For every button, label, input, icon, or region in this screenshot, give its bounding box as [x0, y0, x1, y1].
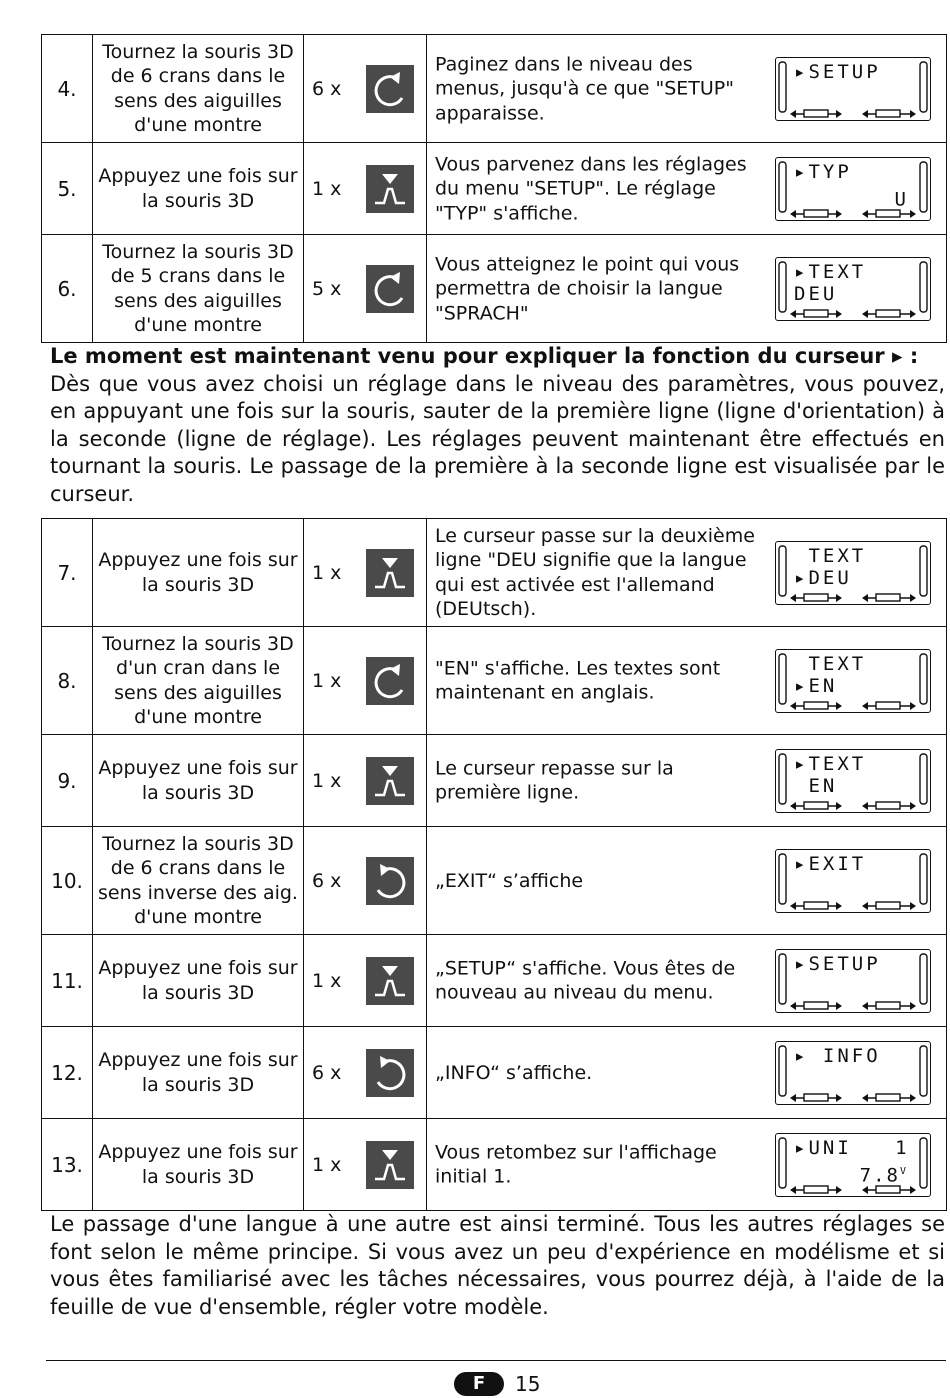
rotate-counterclockwise-icon — [366, 1049, 414, 1097]
step-action: Appuyez une fois sur la souris 3D — [93, 143, 304, 235]
step-number: 8. — [42, 627, 93, 735]
step-count: 6 x — [312, 869, 342, 892]
step-description: Paginez dans le niveau des menus, jusqu'à ce que "SETUP" apparaisse. — [435, 52, 735, 124]
step-row — [42, 1027, 947, 1119]
step-action: Tournez la souris 3D de 6 crans dans le sens inverse des aig. d'une montre — [93, 827, 304, 935]
lcd-display — [775, 541, 931, 605]
page-number: 15 — [515, 1372, 541, 1396]
lcd-display — [775, 157, 931, 221]
step-description: Vous parvenez dans les réglages du menu "SETUP". Le réglage "TYP" s'affiche. — [435, 152, 747, 224]
step-description-cell — [427, 627, 947, 735]
step-description-cell — [427, 935, 947, 1027]
step-action: Appuyez une fois sur la souris 3D — [93, 735, 304, 827]
step-action: Tournez la souris 3D de 6 crans dans le sens des aiguilles d'une montre — [93, 35, 304, 143]
lcd-value — [860, 1160, 908, 1188]
steps-table-1 — [41, 34, 947, 343]
press-button-icon — [366, 757, 414, 805]
closing-paragraph: Le passage d'une langue à une autre est ainsi terminé. Tous les autres réglages se font selon le même principe. Si vous avez un peu d'expérience en modélisme et si vous êtes familiarisé avec les tâches nécessaires, vous pourrez déjà, à l'aide de la feuille de vue d'ensemble, régler votre modèle. — [50, 1212, 945, 1319]
step-number: 10. — [42, 827, 93, 935]
lcd-display — [775, 649, 931, 713]
lcd-value-number: U — [894, 187, 908, 210]
cursor-explanation — [50, 343, 945, 508]
step-row — [42, 1119, 947, 1211]
lcd-line-1: ▸TEXT — [794, 752, 867, 775]
step-number: 11. — [42, 935, 93, 1027]
step-row — [42, 735, 947, 827]
step-count: 1 x — [312, 669, 342, 692]
lcd-line-1: ▸TYP — [794, 160, 852, 183]
rotate-clockwise-icon — [366, 657, 414, 705]
rotate-counterclockwise-icon — [366, 857, 414, 905]
step-description-cell — [427, 35, 947, 143]
lcd-value — [895, 184, 908, 212]
step-count: 6 x — [312, 1061, 342, 1084]
step-count-cell — [304, 235, 427, 343]
lcd-display — [775, 57, 931, 121]
rotate-clockwise-icon — [366, 265, 414, 313]
step-count: 1 x — [312, 769, 342, 792]
step-number: 5. — [42, 143, 93, 235]
press-button-icon — [366, 165, 414, 213]
lcd-line-2: DEU — [794, 282, 838, 305]
step-row — [42, 827, 947, 935]
step-description-cell — [427, 1119, 947, 1211]
step-description-cell — [427, 143, 947, 235]
press-button-icon — [366, 549, 414, 597]
step-count: 1 x — [312, 969, 342, 992]
lcd-display — [775, 1133, 931, 1197]
step-count-cell — [304, 827, 427, 935]
step-row — [42, 627, 947, 735]
step-description: Vous retombez sur l'affichage initial 1. — [435, 1141, 717, 1188]
lcd-display — [775, 749, 931, 813]
step-count: 1 x — [312, 561, 342, 584]
step-number: 12. — [42, 1027, 93, 1119]
step-description-cell — [427, 1027, 947, 1119]
step-number: 6. — [42, 235, 93, 343]
step-count-cell — [304, 735, 427, 827]
step-number: 13. — [42, 1119, 93, 1211]
step-row — [42, 35, 947, 143]
lcd-line-1: ▸ INFO — [794, 1044, 881, 1067]
step-count-cell — [304, 143, 427, 235]
lcd-value-number: 7.8 — [859, 1163, 900, 1186]
lcd-line-2: EN — [794, 774, 838, 797]
step-number: 4. — [42, 35, 93, 143]
lcd-value-unit: V — [899, 1165, 908, 1177]
step-count-cell — [304, 627, 427, 735]
step-description: Le curseur repasse sur la première ligne. — [435, 757, 674, 804]
step-description: "EN" s'affiche. Les textes sont maintenant en anglais. — [435, 657, 721, 704]
step-description: „INFO“ s’affiche. — [435, 1061, 593, 1084]
step-description: „SETUP“ s'affiche. Vous êtes de nouveau au niveau du menu. — [435, 957, 736, 1004]
lcd-display — [775, 1041, 931, 1105]
step-count-cell — [304, 1119, 427, 1211]
lcd-line-1: ▸SETUP — [794, 952, 881, 975]
press-button-icon — [366, 957, 414, 1005]
lcd-line-1: ▸UNI 1 — [794, 1136, 910, 1159]
lcd-line-1: ▸EXIT — [794, 852, 867, 875]
step-count: 1 x — [312, 177, 342, 200]
step-action: Appuyez une fois sur la souris 3D — [93, 935, 304, 1027]
lcd-line-1: TEXT — [794, 544, 867, 567]
lcd-line-1: ▸SETUP — [794, 60, 881, 83]
step-action: Appuyez une fois sur la souris 3D — [93, 1119, 304, 1211]
lcd-line-1: ▸TEXT — [794, 260, 867, 283]
lcd-line-2: ▸EN — [794, 674, 838, 697]
step-row — [42, 235, 947, 343]
step-count: 1 x — [312, 1153, 342, 1176]
step-row — [42, 519, 947, 627]
language-badge: F — [454, 1372, 504, 1396]
cursor-body: Dès que vous avez choisi un réglage dans le niveau des paramètres, vous pouvez, en appuyant une fois sur la souris, sauter de la première ligne (ligne d'orientation) à la seconde (ligne de réglage). Les réglages peuvent maintenant être effectués en tournant la souris. Le passage de la première à la seconde ligne est visualisée par le curseur. — [50, 371, 945, 506]
step-count: 5 x — [312, 277, 342, 300]
step-action: Tournez la souris 3D d'un cran dans le sens des aiguilles d'une montre — [93, 627, 304, 735]
footer-rule — [46, 1360, 946, 1361]
step-action: Tournez la souris 3D de 5 crans dans le sens des aiguilles d'une montre — [93, 235, 304, 343]
step-action: Appuyez une fois sur la souris 3D — [93, 1027, 304, 1119]
step-description: „EXIT“ s’affiche — [435, 869, 584, 892]
step-description-cell — [427, 235, 947, 343]
step-description: Le curseur passe sur la deuxième ligne "DEU signifie que la langue qui est activée est l'allemand (DEUtsch). — [435, 524, 755, 620]
step-description: Vous atteignez le point qui vous permettra de choisir la langue "SPRACH" — [435, 252, 740, 324]
step-count: 6 x — [312, 77, 342, 100]
lcd-line-1: TEXT — [794, 652, 867, 675]
step-description-cell — [427, 735, 947, 827]
press-button-icon — [366, 1141, 414, 1189]
lcd-display — [775, 257, 931, 321]
step-count-cell — [304, 519, 427, 627]
step-row — [42, 935, 947, 1027]
step-number: 9. — [42, 735, 93, 827]
step-count-cell — [304, 35, 427, 143]
step-description-cell — [427, 827, 947, 935]
cursor-heading: Le moment est maintenant venu pour expliquer la fonction du curseur ▸ : — [50, 344, 919, 368]
lcd-display — [775, 849, 931, 913]
step-count-cell — [304, 1027, 427, 1119]
step-action: Appuyez une fois sur la souris 3D — [93, 519, 304, 627]
step-count-cell — [304, 935, 427, 1027]
rotate-clockwise-icon — [366, 65, 414, 113]
step-description-cell — [427, 519, 947, 627]
lcd-line-2: ▸DEU — [794, 566, 852, 589]
steps-table-2 — [41, 518, 947, 1211]
lcd-display — [775, 949, 931, 1013]
step-row — [42, 143, 947, 235]
step-number: 7. — [42, 519, 93, 627]
